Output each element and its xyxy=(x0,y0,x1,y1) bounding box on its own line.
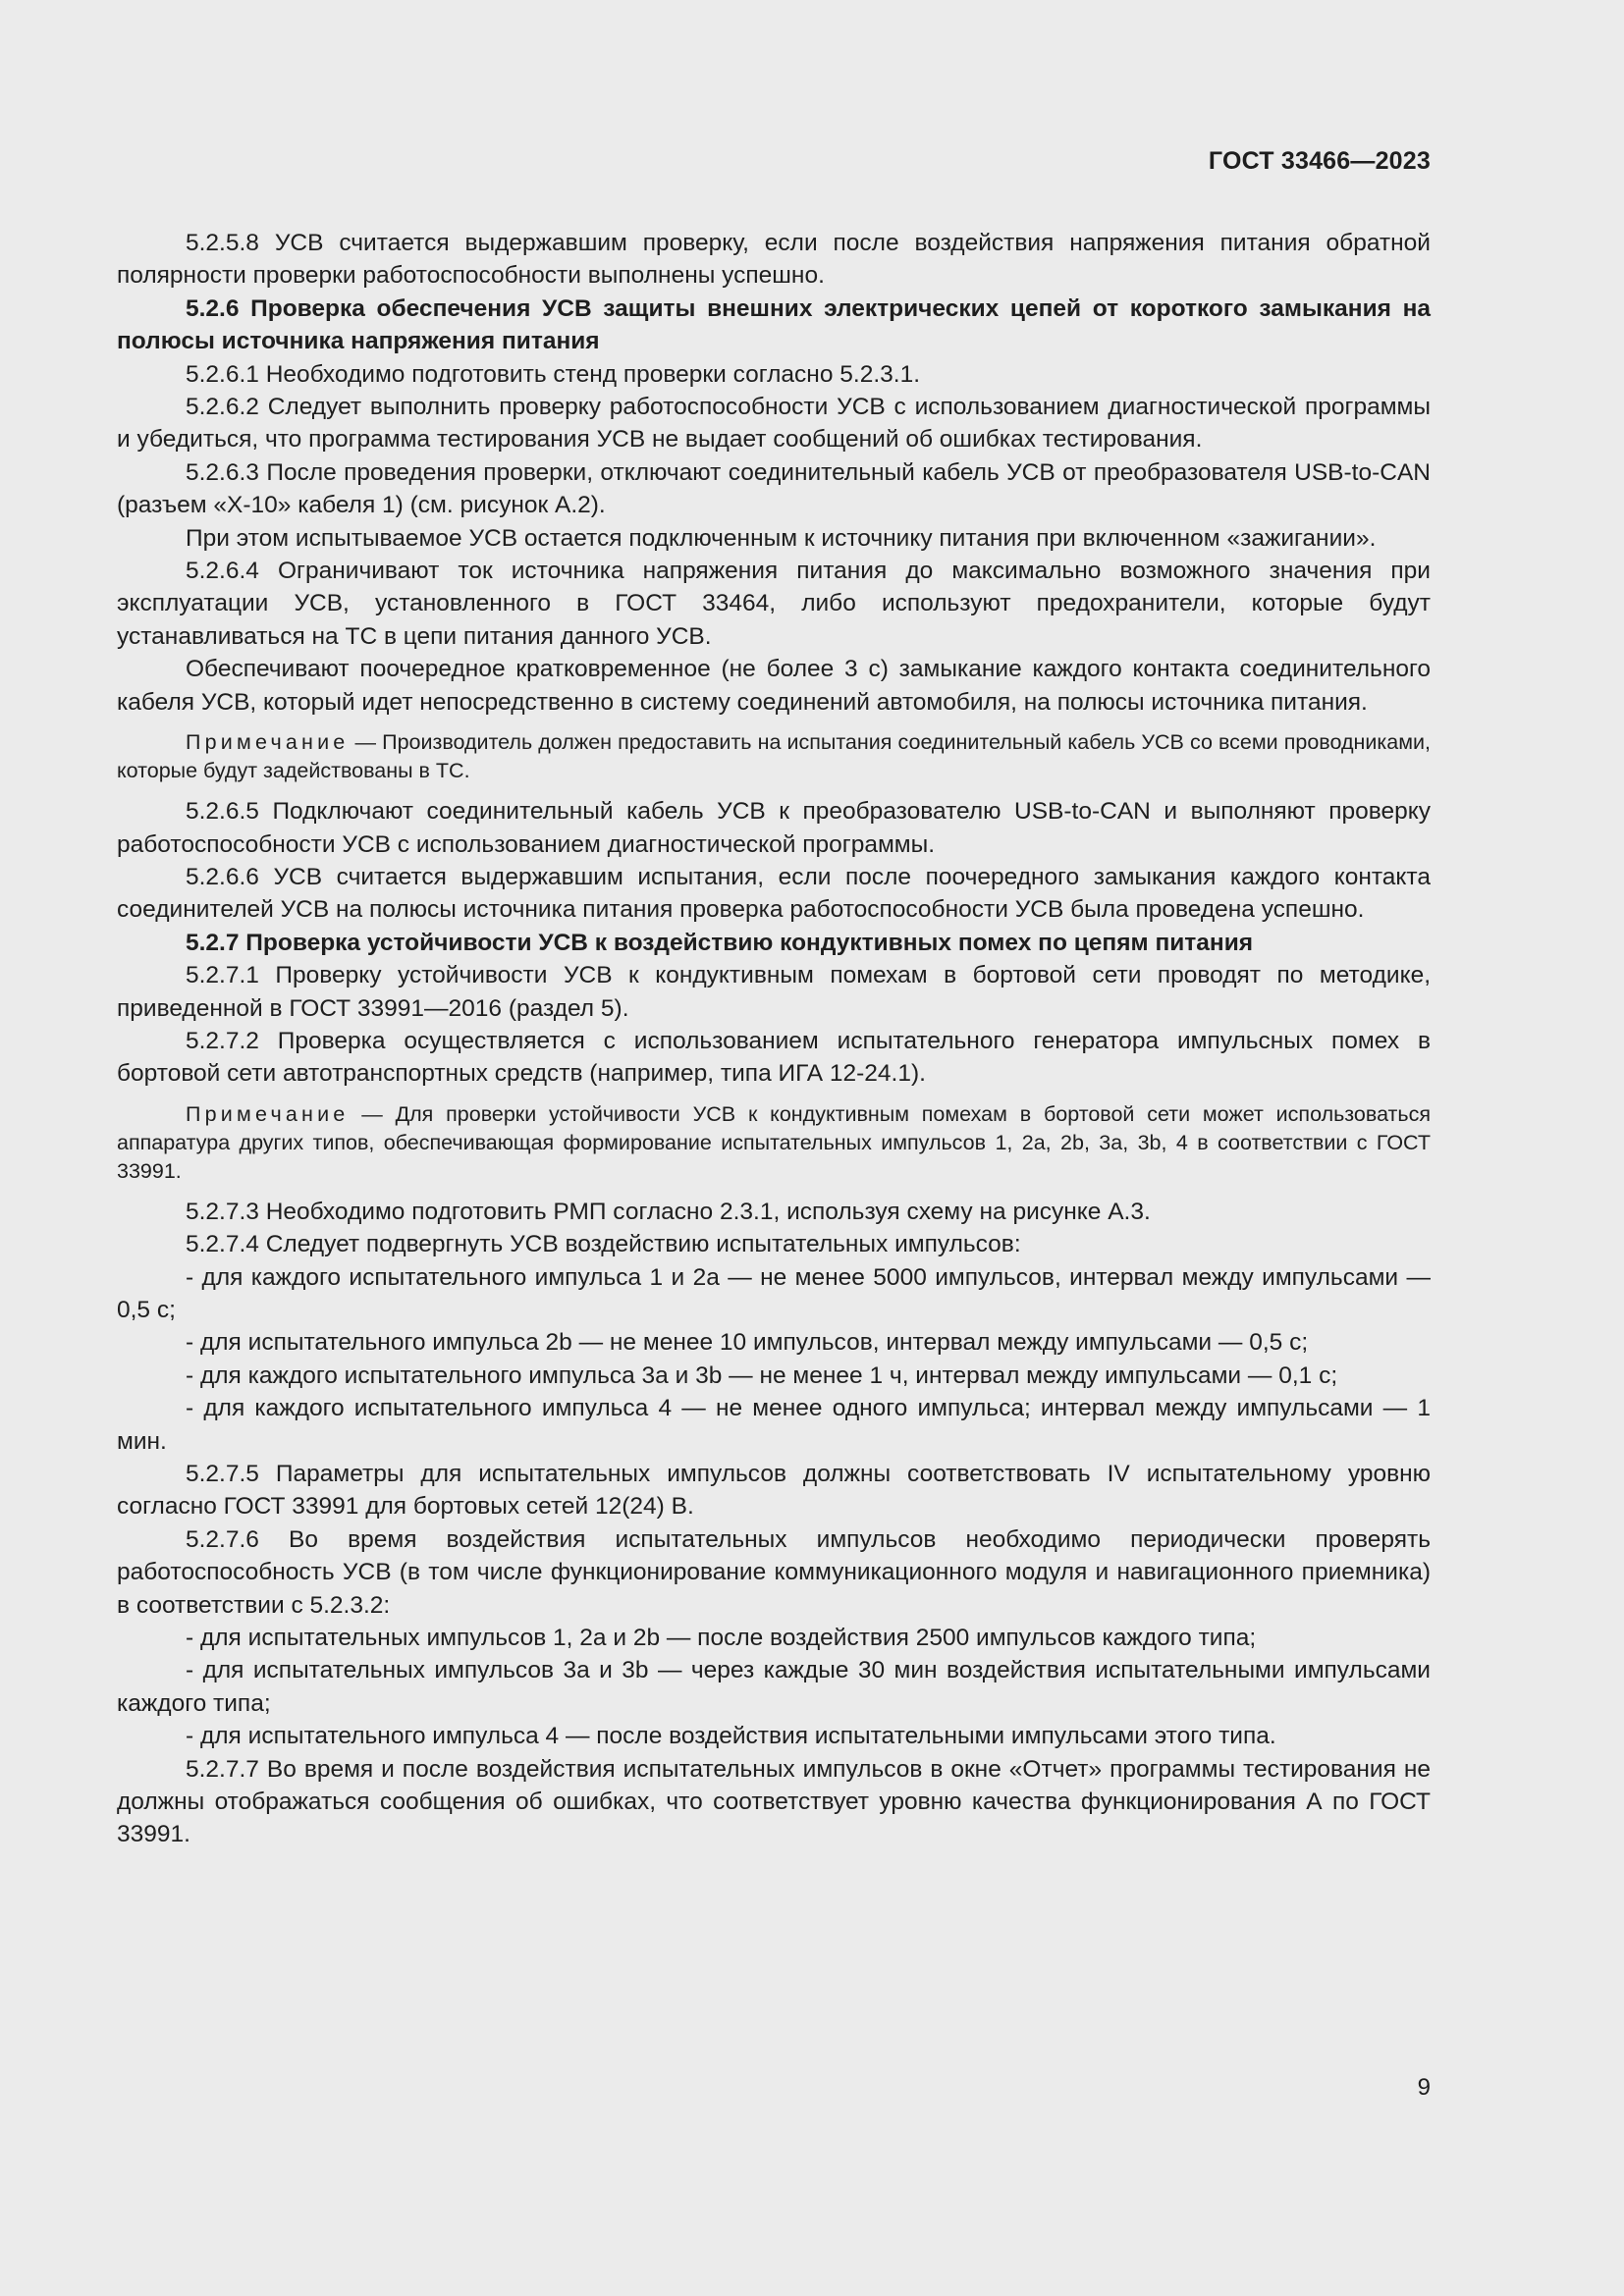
paragraph: 5.2.7.6 Во время воздействия испытательных импульсов необходимо периодически проверять работоспособность УСВ (в том числе функционирование коммуникационного модуля и навигационного приемника) в соответствии с 5.2.3.2: xyxy=(117,1525,1431,1619)
paragraph: 5.2.6.6 УСВ считается выдержавшим испытания, если после поочередного замыкания каждого контакта соединителей УСВ на полюсы источника питания проверка работоспособности УСВ была проведена успешно. xyxy=(117,863,1431,924)
paragraph: Обеспечивают поочередное кратковременное (не более 3 с) замыкание каждого контакта соединительного кабеля УСВ, который идет непосредственно в систему соединений автомобиля, на полюсы источника питания. xyxy=(117,656,1431,716)
section-heading: 5.2.7 Проверка устойчивости УСВ к воздействию кондуктивных помех по цепям питания xyxy=(186,929,1254,956)
list-item: - для каждого испытательного импульса 3a и 3b — не менее 1 ч, интервал между импульсами — 0,1 с; xyxy=(186,1362,1338,1389)
paragraph: 5.2.5.8 УСВ считается выдержавшим проверку, если после воздействия напряжения питания обратной полярности проверки работоспособности выполнены успешно. xyxy=(117,230,1431,290)
note-label: Примечание xyxy=(186,730,350,755)
paragraph: 5.2.6.5 Подключают соединительный кабель УСВ к преобразователю USB-to-CAN и выполняют проверку работоспособности УСВ с использованием диагностической программы. xyxy=(117,798,1431,858)
section-heading: 5.2.6 Проверка обеспечения УСВ защиты внешних электрических цепей от короткого замыкания на полюсы источника напряжения питания xyxy=(117,294,1431,355)
paragraph: 5.2.7.1 Проверку устойчивости УСВ к кондуктивным помехам в бортовой сети проводят по методике, приведенной в ГОСТ 33991—2016 (раздел 5). xyxy=(117,962,1431,1022)
note-label: Примечание xyxy=(186,1101,350,1126)
paragraph: 5.2.7.7 Во время и после воздействия испытательных импульсов в окне «Отчет» программы тестирования не должны отображаться сообщения об ошибках, что соответствует уровню качества функционирования А по ГОСТ 33991. xyxy=(117,1755,1431,1848)
note xyxy=(117,1100,1431,1186)
paragraph: 5.2.7.4 Следует подвергнуть УСВ воздействию испытательных импульсов: xyxy=(186,1231,1021,1258)
paragraph: 5.2.6.3 После проведения проверки, отключают соединительный кабель УСВ от преобразователя USB-to-CAN (разъем «Х-10» кабеля 1) (см. рисунок А.2). xyxy=(117,458,1431,519)
document-body xyxy=(117,227,1431,1851)
paragraph: 5.2.7.3 Необходимо подготовить РМП согласно 2.3.1, используя схему на рисунке А.3. xyxy=(186,1198,1151,1225)
page-number: 9 xyxy=(1417,2074,1431,2101)
list-item: - для испытательных импульсов 1, 2a и 2b — после воздействия 2500 импульсов каждого типа; xyxy=(186,1625,1257,1652)
paragraph: 5.2.6.1 Необходимо подготовить стенд проверки согласно 5.2.3.1. xyxy=(186,360,921,388)
list-item: - для испытательного импульса 4 — после воздействия испытательными импульсами этого типа. xyxy=(186,1723,1276,1750)
paragraph: 5.2.6.4 Ограничивают ток источника напряжения питания до максимально возможного значения при эксплуатации УСВ, установленного в ГОСТ 33464, либо используют предохранители, которые будут устанавливаться на ТС в цепи питания данного УСВ. xyxy=(117,558,1431,650)
list-item: - для каждого испытательного импульса 4 — не менее одного импульса; интервал между импульсами — 1 мин. xyxy=(117,1395,1431,1455)
paragraph: 5.2.7.2 Проверка осуществляется с использованием испытательного генератора импульсных помех в бортовой сети автотранспортных средств (например, типа ИГА 12-24.1). xyxy=(117,1027,1431,1088)
paragraph: 5.2.6.2 Следует выполнить проверку работоспособности УСВ с использованием диагностической программы и убедиться, что программа тестирования УСВ не выдает сообщений об ошибках тестирования. xyxy=(117,394,1431,454)
list-item: - для испытательных импульсов 3a и 3b — через каждые 30 мин воздействия испытательными импульсами каждого типа; xyxy=(117,1657,1431,1717)
note xyxy=(117,728,1431,785)
document-header: ГОСТ 33466—2023 xyxy=(1208,147,1431,175)
note-text: — Производитель должен предоставить на испытания соединительный кабель УСВ со всеми проводниками, которые будут задействованы в ТС. xyxy=(117,730,1431,783)
paragraph: 5.2.7.5 Параметры для испытательных импульсов должны соответствовать IV испытательному уровню согласно ГОСТ 33991 для бортовых сетей 12(24) В. xyxy=(117,1461,1431,1521)
list-item: - для испытательного импульса 2b — не менее 10 импульсов, интервал между импульсами — 0,5 с; xyxy=(186,1329,1309,1357)
paragraph: При этом испытываемое УСВ остается подключенным к источнику питания при включенном «зажигании». xyxy=(186,524,1377,552)
list-item: - для каждого испытательного импульса 1 и 2a — не менее 5000 импульсов, интервал между импульсами — 0,5 с; xyxy=(117,1263,1431,1323)
note-text: — Для проверки устойчивости УСВ к кондуктивным помехам в бортовой сети может использоваться аппаратура других типов, обеспечивающая формирование испытательных импульсов 1, 2a, 2b, 3a, 3b, 4 в соответствии с ГОСТ 33991. xyxy=(117,1101,1431,1183)
